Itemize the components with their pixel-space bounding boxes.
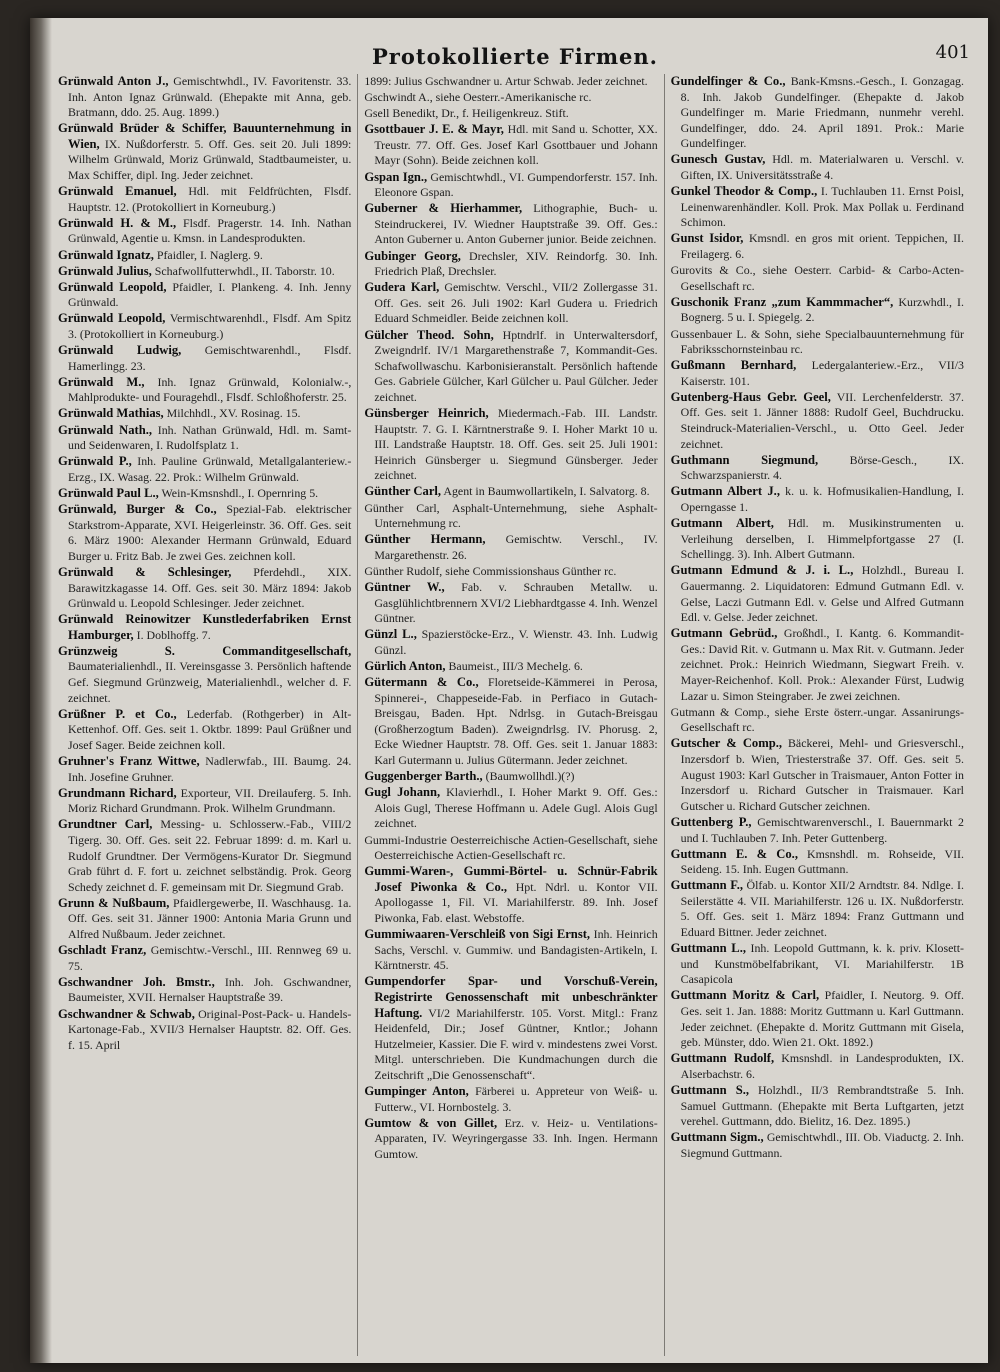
directory-entry	[364, 532, 657, 563]
firm-details: Gemischtw. Verschl., IV. Margarethenstr. 26.	[374, 532, 658, 562]
firm-name: Grünwald Leopold,	[58, 311, 166, 326]
firm-name: Guttmann E. & Co.,	[670, 846, 798, 861]
firm-name: Grünwald P.,	[58, 454, 132, 469]
directory-entry	[364, 106, 657, 122]
firm-details: Gummi-Industrie Oesterreichische Actien-Gesellschaft, siehe Oesterreichische Actien-Gesellschaft rc.	[364, 832, 658, 863]
firm-details: Kurzwhdl., I. Bognerg. 5 u. I. Spiegelg. 2.	[680, 294, 964, 325]
firm-name: Grünwald, Burger & Co.,	[58, 502, 217, 517]
firm-name: Grünwald Brüder & Schiffer, Bauunternehmung in Wien,	[58, 121, 352, 151]
directory-entry	[364, 280, 657, 327]
firm-details: Hdl. mit Feldfrüchten, Flsdf. Hauptstr. 12. (Protokolliert in Korneuburg.)	[68, 184, 352, 214]
firm-details: Inh. Leopold Guttmann, k. k. priv. Klosett- und Kunstmöbelfabrikant, VI. Mariahilferstr. 1B Casapicola	[680, 941, 964, 987]
firm-name: Gummi-Waren-, Gummi-Börtel- u. Schnür-Fabrik Josef Piwonka & Co.,	[364, 864, 658, 894]
firm-details: VI/2 Mariahilferstr. 105. Vorst. Mitgl.: Franz Heidenfeld, Dir.; Josef Güntner, Kntlor.; Johann Hutzelmeier, Kassier. Die F. wird v. mindestens zwei Vorst. Mitgl. unterschrieben. Die Kundmachungen durch die Zeitschrift „Die Genossenschaft“.	[374, 1005, 658, 1082]
firm-name: Gutmann Edmund & J. i. L.,	[670, 563, 854, 578]
firm-name: Gürlich Anton,	[364, 658, 446, 673]
directory-entry	[364, 249, 657, 280]
firm-name: Gutmann Albert,	[670, 516, 774, 531]
firm-details: Holzhdl., II/3 Rembrandtstraße 5. Inh. Samuel Guttmann. (Ehepakte mit Berta Luftgarten, jetzt verehel. Guttmann, ddo. Bielitz, 16. Dez. 1895.)	[680, 1083, 964, 1129]
directory-entry	[364, 1116, 657, 1163]
directory-entry	[364, 974, 657, 1083]
directory-entry	[58, 343, 351, 374]
firm-name: Gütermann & Co.,	[364, 675, 479, 690]
firm-name: Gutenberg-Haus Gebr. Geel,	[670, 389, 831, 404]
directory-entry	[364, 675, 657, 769]
firm-name: Gumtow & von Gillet,	[364, 1115, 498, 1130]
firm-name: Grundmann Richard,	[58, 785, 177, 800]
firm-details: Inh. Pauline Grünwald, Metallgalanteriew.-Erzg., IX. Wasag. 22. Prok.: Wilhelm Grünwald.	[68, 454, 352, 484]
firm-details: Pfaidlergewerbe, II. Waschhausg. 1a. Off. Ges. seit 31. Jänner 1900: Antonia Maria Grunn und Alfred Nußbaum. Jeder zeichnet.	[68, 895, 352, 942]
firm-name: Günther Hermann,	[364, 532, 486, 547]
directory-entry	[364, 864, 657, 926]
directory-entry	[364, 90, 657, 106]
firm-name: Gschladt Franz,	[58, 943, 147, 958]
firm-name: Güntner W.,	[364, 580, 445, 594]
firm-name: Gruhner's Franz Wittwe,	[58, 754, 200, 769]
directory-entry	[671, 295, 964, 326]
firm-name: Grünwald M.,	[58, 374, 145, 389]
directory-entry	[58, 184, 351, 215]
directory-entry	[364, 659, 657, 675]
directory-entry	[58, 502, 351, 564]
directory-entry	[58, 311, 351, 342]
firm-details: Börse-Gesch., IX. Schwarzspanierstr. 4.	[680, 452, 964, 483]
firm-details: Inh. Heinrich Sachs, Verschl. v. Gummiw. und Bandagisten-Artikeln, I. Kärntnerstr. 45.	[374, 927, 658, 973]
firm-details: Pferdehdl., XIX. Barawitzkagasse 14. Off. Ges. seit 30. März 1894: Jakob Grünwald u. Leopold Schlesinger. Jeder zeichnet.	[68, 564, 352, 611]
firm-name: Grüßner P. et Co.,	[58, 706, 177, 721]
firm-details: Gemischtw.-Verschl., III. Rennweg 69 u. 75.	[68, 943, 352, 973]
firm-details: I. Tuchlauben 11. Ernst Poisl, Leinenwarenhändler. Koll. Prok. Max Pollak u. Ferdinand Schimon.	[680, 184, 964, 230]
firm-name: Günther Carl,	[364, 484, 442, 499]
firm-details: Gurovits & Co., siehe Oesterr. Carbid- & Carbo-Acten-Gesellschaft rc.	[670, 263, 964, 293]
directory-entry	[364, 580, 657, 627]
directory-entry	[58, 754, 351, 785]
directory-entry	[58, 280, 351, 311]
firm-details: Holzhdl., Bureau I. Gauermanng. 2. Liquidatoren: Edmund Gutmann Edl. v. Gelse, Laczi Gutmann Edl. v. Gelse und Alfred Gutmann Edl. v. Gelse. Jeder zeichnet.	[680, 563, 964, 625]
firm-name: Günzl L.,	[364, 627, 417, 642]
directory-entry	[58, 1007, 351, 1054]
firm-name: Guttmann Sigm.,	[670, 1130, 764, 1145]
firm-details: Floretseide-Kämmerei in Perosa, Spinnerei-, Chappeseide-Fab. in Perfiaco in Gutach-Breisgau, Baden. Hpt. Ndrlsg. in Gutach-Breisgau (Großherzogtum Baden). Zweigndrlsg. IV. Phorusg. 2, Ecke Wiedner Hauptstr. 78. Off. Ges. seit 1. Januar 1883: Karl Gutermann u. Julius Gütermann. Jeder zeichnet.	[374, 675, 658, 768]
firm-name: Guttenberg P.,	[670, 814, 752, 829]
directory-entry	[364, 201, 657, 248]
directory-entry	[671, 184, 964, 231]
directory-entry	[58, 786, 351, 817]
directory-entry	[364, 328, 657, 406]
firm-name: Grünwald Reinowitzer Kunstlederfabriken Ernst Hamburger,	[58, 612, 352, 642]
firm-name: Gschwandner & Schwab,	[58, 1006, 195, 1021]
directory-entry	[58, 375, 351, 406]
directory-entry	[671, 705, 964, 736]
firm-details: Gsell Benedikt, Dr., f. Heiligenkreuz. Stift.	[364, 106, 569, 121]
directory-entry	[671, 563, 964, 625]
directory-entry	[671, 626, 964, 704]
firm-details: Ölfab. u. Kontor XII/2 Arndtstr. 84. Ndlge. I. Seilerstätte 4. VII. Mariahilferstr. 126 u. IX. Nußdorferstr. 5. Off. Ges. seit 1. März 1894: Franz Guttmann und Eduard Bittner. Jeder zeichnet.	[680, 878, 964, 940]
directory-entry	[58, 121, 351, 183]
firm-details: Wein-Kmsnshdl., I. Opernring 5.	[158, 485, 319, 500]
firm-details: Pfaidler, I. Naglerg. 9.	[153, 247, 263, 262]
firm-details: Messing- u. Schlosserw.-Fab., VIII/2 Tigerg. 30. Off. Ges. seit 22. Februar 1899: d. m. Karl u. Rudolf Grundtner. Der Vermögens-Kurator Dr. Siegmund Grab führt d. F. fort u. zeichnet selbständig. Prok. Georg Schedy zeichnet d. F. gemeinsam mit Dr. Siegmund Grab.	[68, 817, 352, 894]
firm-details: Günther Rudolf, siehe Commissionshaus Günther rc.	[364, 563, 617, 578]
firm-details: Lithographie, Buch- u. Steindruckerei, IV. Wiedner Hauptstraße 39. Off. Ges.: Anton Guberner u. Anton Guberner junior. Beide zeichnen.	[374, 201, 658, 247]
directory-entry	[671, 878, 964, 940]
firm-name: Gutmann Gebrüd.,	[670, 626, 778, 641]
firm-details: Bäckerei, Mehl- und Griesverschl., Inzersdorf b. Wien, Triesterstraße 37. Off. Ges. seit 5. August 1903: Karl Gutscher in Traismauer, Anton Fotter in Inzersdorf u. Richard Gutscher in Traismauer. Karl Gutscher u. Richard Gutscher zeichnen.	[680, 736, 964, 813]
firm-name: Gutmann Albert J.,	[670, 484, 780, 499]
firm-details: Spazierstöcke-Erz., V. Wienstr. 43. Inh. Ludwig Günzl.	[374, 627, 658, 657]
firm-name: Grünwald Paul L.,	[58, 485, 159, 500]
firm-name: Guggenberger Barth.,	[364, 769, 483, 784]
directory-entry	[671, 847, 964, 878]
firm-name: Grundtner Carl,	[58, 817, 153, 832]
directory-entry	[671, 231, 964, 262]
directory-entry	[58, 975, 351, 1006]
firm-name: Grünwald Leopold,	[58, 279, 167, 294]
directory-entry	[58, 565, 351, 612]
directory-entry	[364, 833, 657, 864]
firm-details: k. u. k. Hofmusikalien-Handlung, I. Operngasse 1.	[680, 484, 964, 515]
firm-name: Gugl Johann,	[364, 785, 441, 800]
book-page	[30, 18, 988, 1363]
firm-details: Gutmann & Comp., siehe Erste österr.-ungar. Assanirungs-Gesellschaft rc.	[670, 704, 964, 735]
firm-details: Kmsnshdl. m. Rohseide, VII. Seideng. 15. Inh. Eugen Guttmann.	[680, 846, 964, 877]
firm-name: Guttmann F.,	[670, 878, 744, 893]
firm-name: Grünwald Nath.,	[58, 422, 153, 437]
directory-entry	[58, 423, 351, 454]
firm-details: Großhdl., I. Kantg. 6. Kommandit-Ges.: David Rit. v. Gutmann u. Max Rit. v. Gutmann. Jeder zeichnet. Prok.: Heinrich Wiedmann, Siegwart Freih. v. Mayer-Reichenhof. Koll. Prok.: Alexander Fürst, Ludwig Lazar u. Simon Steingraber. Je zwei zeichnen.	[680, 626, 964, 703]
firm-details: Gemischtwhdl., IV. Favoritenstr. 33. Inh. Anton Ignaz Grünwald. (Ehepakte mit Anna, geb. Bratmann, ddo. 25. Aug. 1899.)	[68, 74, 352, 120]
directory-entry	[58, 943, 351, 974]
directory-column-1	[56, 74, 357, 1356]
firm-details: Kmsnshdl. in Landesprodukten, IX. Alserbachstr. 6.	[680, 1051, 964, 1081]
directory-entry	[58, 216, 351, 247]
firm-name: Guttmann S.,	[670, 1083, 750, 1097]
directory-entry	[58, 707, 351, 754]
directory-entry	[364, 627, 657, 658]
firm-details: Hdl. m. Materialwaren u. Verschl. v. Giften, IX. Universitätsstraße 4.	[680, 152, 964, 183]
firm-name: Grünwald Anton J.,	[58, 74, 169, 88]
directory-entry	[671, 263, 964, 294]
page-header	[60, 40, 970, 76]
firm-details: Baumaterialienhdl., II. Vereinsgasse 3. Persönlich haftende Gef. Siegmund Grünzweig, Materialienhdl., welcher d. F. zeichnet.	[68, 659, 352, 705]
directory-entry	[58, 454, 351, 485]
firm-details: IX. Nußdorferstr. 5. Off. Ges. seit 20. Juli 1899: Wilhelm Grünwald, Moriz Grünwald, Stadtbaumeister, u. Max Schiffer, dipl. Ing. Jeder zeichnet.	[68, 136, 352, 183]
firm-name: Grunn & Nußbaum,	[58, 895, 170, 910]
directory-column-2	[357, 74, 663, 1356]
firm-details: Inh. Joh. Gschwandner, Baumeister, XVII. Hernalser Hauptstraße 39.	[68, 974, 352, 1005]
firm-details: Gemischtwhdl., VI. Gumpendorferstr. 157. Inh. Eleonore Gspan.	[374, 169, 658, 200]
firm-details: Vermischtwarenhdl., Flsdf. Am Spitz 3. (Protokolliert in Korneuburg.)	[68, 311, 352, 341]
firm-details: Bank-Kmsns.-Gesch., I. Gonzagag. 8. Inh. Jakob Gundelfinger. (Ehepakte d. Jakob Gundelfinger m. Marie Friedmann, nunmehr verehl. Gundelfinger, ddo. 24. April 1891. Prok.: Marie Gundelfinger.	[680, 74, 964, 151]
directory-entry	[671, 736, 964, 814]
firm-name: Gummiwaaren-Verschleiß von Sigi Ernst,	[364, 927, 591, 942]
directory-entry	[58, 612, 351, 643]
page-binding-shadow	[30, 18, 52, 1363]
directory-entry	[58, 817, 351, 895]
firm-name: Grünwald Julius,	[58, 263, 152, 278]
firm-details: Nadlerwfab., III. Baumg. 24. Inh. Josefine Gruhner.	[68, 754, 352, 784]
directory-entry	[58, 644, 351, 706]
directory-entry	[671, 815, 964, 846]
firm-details: Erz. v. Heiz- u. Ventilations-Apparaten, IV. Weyringergasse 33. Inh. Ingen. Hermann Gumtow.	[374, 1115, 658, 1161]
firm-name: Gunkel Theodor & Comp.,	[670, 184, 818, 199]
directory-entry	[364, 564, 657, 580]
firm-details: Hptndrlf. in Unterwaltersdorf, Zweigndrlf. IV/1 Margarethenstraße 7, Kommandit-Ges. Schafwollwaschu. Karbonisieranstalt. Persönlich haftende Ges. Gabriele Gülcher, Karl Gülcher u. Paul Gülcher. Jeder zeichnet.	[374, 327, 658, 404]
firm-details: Hdl. m. Musikinstrumenten u. Verleihung derselben, I. Himmelpfortgasse 27 (I. Schellingg. 3). Inh. Albert Gutmann.	[680, 516, 964, 562]
directory-entry	[364, 406, 657, 484]
firm-name: Gutscher & Comp.,	[670, 736, 783, 751]
firm-details: Gemischtwhdl., III. Ob. Viaductg. 2. Inh. Siegmund Guttmann.	[680, 1130, 964, 1160]
firm-name: Grünwald Ludwig,	[58, 343, 182, 358]
firm-name: Grünwald Ignatz,	[58, 247, 154, 262]
firm-details: I. Doblhoffg. 7.	[133, 627, 211, 642]
directory-entry	[364, 1084, 657, 1115]
firm-details: Schafwollfutterwhdl., II. Taborstr. 10.	[151, 263, 335, 278]
firm-details: VII. Lerchenfelderstr. 37. Off. Ges. seit 1. Jänner 1888: Rudolf Geel, Buchdrucku. Steindruck-Materialien-Verschl., u. Otto Geel. Jeder zeichnet.	[680, 389, 964, 451]
firm-name: Gußmann Bernhard,	[670, 358, 797, 373]
directory-entry	[671, 1130, 964, 1161]
firm-details: Gemischtwarenverschl., I. Bauernmarkt 2 und I. Tuchlauben 7. Inh. Peter Guttenberg.	[680, 814, 964, 845]
directory-entry	[671, 988, 964, 1050]
firm-details: Pfaidler, I. Plankeng. 4. Inh. Jenny Grünwald.	[68, 279, 352, 310]
firm-name: Gudera Karl,	[364, 280, 440, 295]
directory-entry	[671, 453, 964, 484]
directory-entry	[58, 896, 351, 943]
directory-entry	[364, 74, 657, 90]
directory-entry	[364, 769, 657, 785]
firm-name: Günsberger Heinrich,	[364, 405, 489, 420]
directory-columns	[56, 74, 970, 1356]
directory-entry	[671, 1051, 964, 1082]
firm-name: Gunesch Gustav,	[670, 152, 766, 167]
firm-details: Pfaidler, I. Neutorg. 9. Off. Ges. seit 1. Jan. 1888: Moritz Guttmann u. Karl Guttmann. Jeder zeichnet. (Ehepakte d. Moritz Guttmann mit Gisela, geb. Münster, ddo. Wien 21. Okt. 1892.)	[680, 988, 964, 1050]
firm-details: Färberei u. Appreteur von Weiß- u. Futterw., VI. Hornbostelg. 3.	[374, 1084, 658, 1114]
firm-name: Gülcher Theod. Sohn,	[364, 327, 494, 342]
directory-entry	[671, 390, 964, 452]
firm-details: Exporteur, VII. Dreilauferg. 5. Inh. Moriz Richard Grundmann. Prok. Wilhelm Grundmann.	[68, 785, 352, 816]
directory-entry	[364, 501, 657, 532]
firm-name: Grünwald & Schlesinger,	[58, 564, 232, 579]
firm-details: Gschwindt A., siehe Oesterr.-Amerikanische rc.	[364, 90, 592, 105]
firm-details: Baumeist., III/3 Mechelg. 6.	[445, 658, 583, 673]
firm-name: Gumpendorfer Spar- und Vorschuß-Verein, Registrirte Genossenschaft mit unbeschränkter Haftung.	[364, 974, 658, 1020]
directory-entry	[671, 484, 964, 515]
firm-details: Flsdf. Pragerstr. 14. Inh. Nathan Grünwald, Agentie u. Kmsn. in Landesprodukten.	[68, 215, 352, 246]
directory-column-3	[664, 74, 970, 1356]
directory-entry	[364, 927, 657, 974]
directory-entry	[58, 74, 351, 121]
firm-details: (Baumwollhdl.)(?)	[482, 769, 575, 784]
firm-name: Guberner & Hierhammer,	[364, 201, 523, 216]
firm-name: Gumpinger Anton,	[364, 1084, 469, 1098]
firm-name: Grünwald H. & M.,	[58, 215, 177, 230]
firm-name: Grünwald Emanuel,	[58, 184, 177, 199]
firm-name: Guthmann Siegmund,	[670, 452, 819, 467]
firm-name: Grünwald Mathias,	[58, 406, 164, 421]
directory-entry	[671, 358, 964, 389]
firm-details: Fab. v. Schrauben Metallw. u. Gasglühlichtbrennern XVI/2 Liebhardtgasse 4. Inh. Wenzel Güntner.	[374, 580, 658, 626]
firm-name: Guschonik Franz „zum Kammmacher“,	[670, 294, 894, 309]
directory-entry	[671, 327, 964, 358]
firm-name: Gunst Isidor,	[670, 231, 744, 246]
firm-name: Gsottbauer J. E. & Mayr,	[364, 122, 504, 137]
firm-details: Gemischtwarenhdl., Flsdf. Hamerlingg. 23.	[68, 343, 352, 373]
directory-entry	[364, 170, 657, 201]
firm-name: Gspan Ign.,	[364, 169, 428, 184]
firm-details: Günther Carl, Asphalt-Unternehmung, siehe Asphalt-Unternehmung rc.	[364, 500, 658, 531]
page-title: Protokollierte Firmen.	[372, 44, 658, 69]
firm-details: Agent in Baumwollartikeln, I. Salvatorg. 8.	[441, 484, 650, 499]
directory-entry	[671, 152, 964, 183]
firm-details: Ledergalanteriew.-Erz., VII/3 Kaiserstr. 101.	[680, 358, 964, 388]
directory-entry	[671, 1083, 964, 1130]
firm-details: Kmsndl. en gros mit orient. Teppichen, II. Freilagerg. 6.	[680, 231, 964, 262]
directory-entry	[671, 941, 964, 988]
directory-entry	[58, 248, 351, 264]
firm-details: Spezial-Fab. elektrischer Starkstrom-Apparate, XVI. Heigerleinstr. 36. Off. Ges. seit 6. März 1900: Alexander Hermann Grünwald, Eduard Burger u. Fritz Bab. Je zwei Ges. zeichnen koll.	[68, 502, 352, 563]
firm-details: Inh. Nathan Grünwald, Hdl. m. Samt- und Seidenwaren, I. Rudolfsplatz 1.	[68, 422, 352, 453]
firm-details: Miedermach.-Fab. III. Landstr. Hauptstr. 7. G. I. Kärntnerstraße 9. I. Hoher Markt 10 u. III. Landstraße Hauptstr. 18. Off. Ges. seit 25. Juli 1901: Heinrich Günsberger u. Siegmund Günsberger. Jeder zeichnet.	[374, 405, 658, 483]
firm-details: Gussenbauer L. & Sohn, siehe Specialbauunternehmung für Fabriksschornsteinbau rc.	[670, 326, 964, 357]
directory-entry	[58, 264, 351, 280]
directory-entry	[671, 516, 964, 563]
directory-entry	[364, 484, 657, 500]
firm-details: Hpt. Ndrl. u. Kontor VII. Apollogasse 1, Fil. VI. Mariahilferstr. 89. Inh. Josef Piwonka, Fab. elast. Webstoffe.	[374, 879, 658, 925]
firm-details: Klavierhdl., I. Hoher Markt 9. Off. Ges.: Alois Gugl, Therese Hoffmann u. Adele Gugl. Alois Gugl zeichnet.	[374, 785, 658, 831]
firm-name: Guttmann L.,	[670, 941, 747, 956]
directory-entry	[58, 486, 351, 502]
page-number: 401	[935, 42, 970, 63]
firm-name: Guttmann Moritz & Carl,	[670, 988, 820, 1003]
firm-details: Inh. Ignaz Grünwald, Kolonialw.-, Mahlprodukte- und Fouragehdl., Flsdf. Schloßhoferstr. 25.	[68, 374, 352, 405]
firm-details: 1899: Julius Gschwandner u. Artur Schwab. Jeder zeichnet.	[364, 74, 648, 88]
firm-details: Drechsler, XIV. Reindorfg. 30. Inh. Friedrich Plaß, Drechsler.	[374, 248, 658, 279]
firm-name: Guttmann Rudolf,	[670, 1051, 775, 1066]
firm-name: Grünzweig S. Commanditgesellschaft,	[58, 643, 352, 658]
directory-entry	[671, 74, 964, 152]
firm-name: Gschwandner Joh. Bmstr.,	[58, 974, 215, 989]
firm-details: Original-Post-Pack- u. Handels-Kartonage-Fab., XVII/3 Hernalser Hauptstr. 82. Off. Ges. f. 15. April	[68, 1006, 352, 1052]
firm-name: Gubinger Georg,	[364, 248, 461, 263]
firm-details: Gemischtw. Verschl., VII/2 Zollergasse 31. Off. Ges. seit 26. Juli 1902: Karl Gudera u. Friedrich Eduard Schmeidler. Beide zeichnen koll.	[374, 280, 658, 326]
firm-details: Milchhdl., XV. Rosinag. 15.	[163, 406, 301, 421]
firm-details: Hdl. mit Sand u. Schotter, XX. Treustr. 77. Off. Ges. Josef Karl Gsottbauer und Johann Mayr (Sohn). Beide zeichnen koll.	[374, 122, 658, 168]
directory-entry	[364, 122, 657, 169]
directory-entry	[364, 785, 657, 832]
firm-name: Gundelfinger & Co.,	[670, 74, 786, 88]
firm-details: Lederfab. (Rothgerber) in Alt-Kettenhof. Off. Ges. seit 1. Oktbr. 1899: Paul Grüßner und Josef Sager. Beide zeichnen koll.	[68, 706, 352, 752]
directory-entry	[58, 406, 351, 422]
